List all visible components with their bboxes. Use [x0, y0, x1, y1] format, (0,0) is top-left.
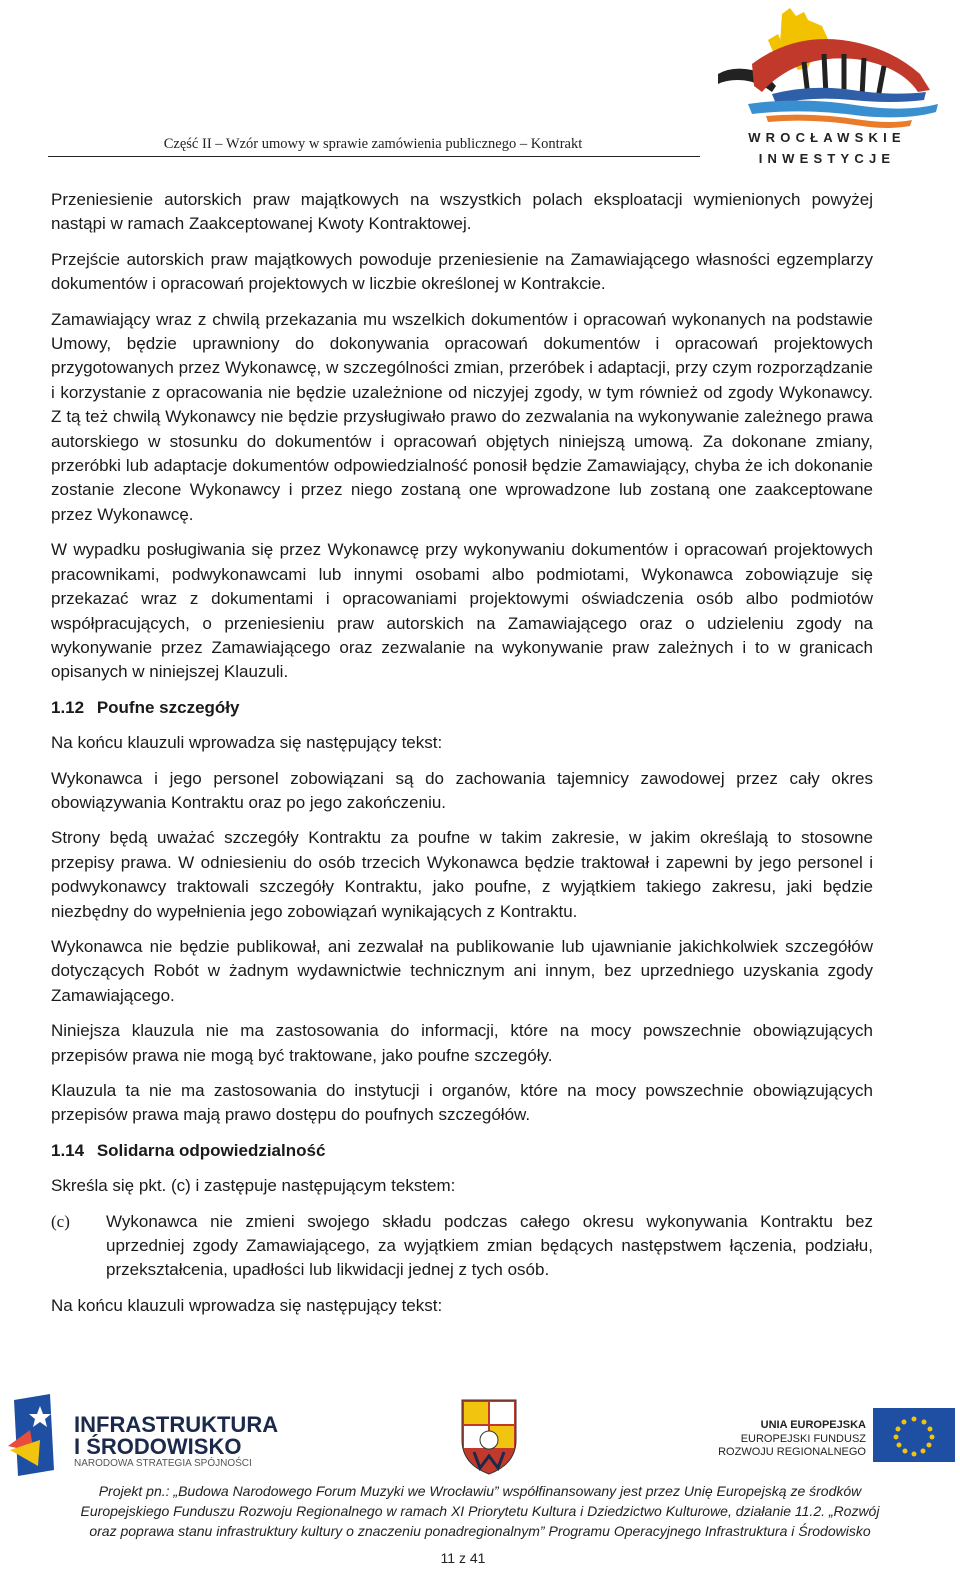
logo-text-wroclawskie: WROCŁAWSKIE	[748, 130, 906, 145]
logo-text-efrr: EUROPEJSKI FUNDUSZ	[740, 1433, 866, 1445]
section-number: 1.14	[51, 1140, 85, 1160]
paragraph: Na końcu klauzuli wprowadza się następujący tekst:	[51, 733, 443, 753]
logo-text-rozwoju: ROZWOJU REGIONALNEGO	[718, 1446, 866, 1458]
list-marker: (c)	[51, 1211, 70, 1231]
bridge-emblem-icon	[712, 4, 942, 128]
paragraph: Skreśla się pkt. (c) i zastępuje następującym tekstem:	[51, 1176, 456, 1196]
footnote-line: Projekt pn.: „Budowa Narodowego Forum Muzyki we Wrocławiu” współfinansowany jest przez Unię Europejską ze środków	[98, 1483, 862, 1499]
footer-logos	[0, 1390, 960, 1480]
infrastruktura-srodowisko-logo	[8, 1394, 278, 1476]
paragraph: Strony będą uważać szczegóły Kontraktu za poufne w takim zakresie, w jakim określają to stosowne przepisy prawa. W odniesieniu do osób trzecich Wykonawca będzie traktował i zapewni by jego personel i podwykonawcy traktowali szczegóły Kontraktu, jako poufne, z wyjątkiem takiego zakresu, jaki będzie niezbędny do wypełnienia jego zobowiązań wynikających z Kontraktu.	[51, 828, 873, 921]
footnote-line: Europejskiego Funduszu Rozwoju Regionalnego w ramach XI Priorytetu Kultura i Dziedzictwo Kulturowe, działanie 11.2. „Rozwój	[80, 1503, 880, 1519]
list-item-c	[51, 1210, 873, 1283]
logo-text-infrastruktura: INFRASTRUKTURA	[74, 1412, 279, 1437]
paragraph: Wykonawca i jego personel zobowiązani są do zachowania tajemnicy zawodowej przez cały okres obowiązywania Kontraktu oraz po jego zakończeniu.	[51, 768, 873, 812]
page-number: 11 z 41	[440, 1550, 486, 1566]
logo-text-inwestycje: INWESTYCJE	[758, 151, 896, 166]
unia-europejska-logo	[718, 1408, 955, 1462]
document-header-title: Część II – Wzór umowy w sprawie zamówienia publicznego – Kontrakt	[163, 136, 583, 152]
project-footnote	[40, 1481, 920, 1541]
wroclawskie-inwestycje-logo	[712, 4, 942, 170]
paragraph: Zamawiający wraz z chwilą przekazania mu wszelkich dokumentów i opracowań wykonanych na podstawie Umowy, będzie uprawniony do dokonywania opracowań dokumentów i opracowań projektowych przygotowanych przez Wykonawcę, w szczególności zmian, przeróbek i adaptacji, przy czym rozporządzanie i korzystanie z opracowania nie będzie uzależnione od niczyjej zgody, w tym również od zgody Wykonawcy. Z tą też chwilą Wykonawcy nie będzie przysługiwało prawo do zezwalania na wykonywanie zależnego prawa autorskiego w stosunku do dokumentów i opracowań objętych niniejszą umową. Za dokonane zmiany, przeróbki lub adaptacje dokumentów odpowiedzialność ponosił będzie Zamawiający, chyba że ich dokonanie zostanie zlecone Wykonawcy i przez niego zostaną one wprowadzone lub zostaną one zaakceptowane przez Wykonawcę.	[51, 309, 873, 524]
footnote-line: oraz poprawa stanu infrastruktury kultury o znaczeniu ponadregionalnym” Programu Operacyjnego Infrastruktura i Środowisko	[89, 1523, 871, 1539]
section-heading-1-12	[51, 696, 873, 720]
paragraph: Przeniesienie autorskich praw majątkowych na wszystkich polach eksploatacji wymienionych powyżej nastąpi w ramach Zaakceptowanej Kwoty Kontraktowej.	[51, 190, 873, 234]
paragraph: Wykonawca nie będzie publikował, ani zezwalał na publikowanie lub ujawnianie jakichkolwiek szczegółów dotyczących Robót w żadnym wydawnictwie technicznym ani innym, bez uprzedniego uzyskania zgody Zamawiającego.	[51, 936, 873, 1005]
paragraph: Przejście autorskich praw majątkowych powoduje przeniesienie na Zamawiającego własności egzemplarzy dokumentów i opracowań projektowych w liczbie określonej w Kontrakcie.	[51, 249, 873, 294]
wroclaw-coat-of-arms-icon	[462, 1400, 516, 1474]
logo-text-ue: UNIA EUROPEJSKA	[760, 1419, 866, 1431]
logo-text-nss: NARODOWA STRATEGIA SPÓJNOŚCI	[74, 1458, 252, 1469]
section-title: Solidarna odpowiedzialność	[96, 1140, 326, 1160]
logo-text-i-srodowisko: I ŚRODOWISKO	[74, 1434, 242, 1459]
paragraph: Na końcu klauzuli wprowadza się następujący tekst:	[51, 1295, 443, 1315]
section-heading-1-14	[51, 1139, 873, 1163]
paragraph: W wypadku posługiwania się przez Wykonawcę przy wykonywaniu dokumentów i opracowań projektowych pracownikami, podwykonawcami lub innymi osobami albo podmiotami, Wykonawca zobowiązuje się przekazać wraz z dokumentami i opracowaniami projektowymi oświadczenia osób albo podmiotów współpracujących, o przeniesieniu praw autorskich na Zamawiającego oraz o udzieleniu zgody na wykonywanie przez Zamawiającego oraz zezwalanie na wykonywanie praw zależnych i to w granicach opisanych w niniejszej Klauzuli.	[51, 540, 873, 682]
section-number: 1.12	[51, 697, 85, 717]
list-item-text: Wykonawca nie zmieni swojego składu podczas całego okresu wykonywania Kontraktu bez uprzedniej zgody Zamawiającego, za wyjątkiem zmian będących następstwem łączenia, podziału, przekształcenia, upadłości lub likwidacji jednej z tych osób.	[106, 1211, 873, 1280]
header-rule	[48, 156, 700, 157]
paragraph: Klauzula ta nie ma zastosowania do instytucji i organów, które na mocy powszechnie obowiązujących przepisów prawa mają prawo dostępu do poufnych szczegółów.	[51, 1081, 873, 1125]
document-body	[51, 188, 873, 1329]
section-title: Poufne szczegóły	[96, 697, 240, 717]
footer-logo-strip	[0, 1390, 960, 1480]
paragraph: Niniejsza klauzula nie ma zastosowania do informacji, które na mocy powszechnie obowiązujących przepisów prawa nie mogą być traktowane, jako poufne szczegóły.	[51, 1021, 873, 1065]
